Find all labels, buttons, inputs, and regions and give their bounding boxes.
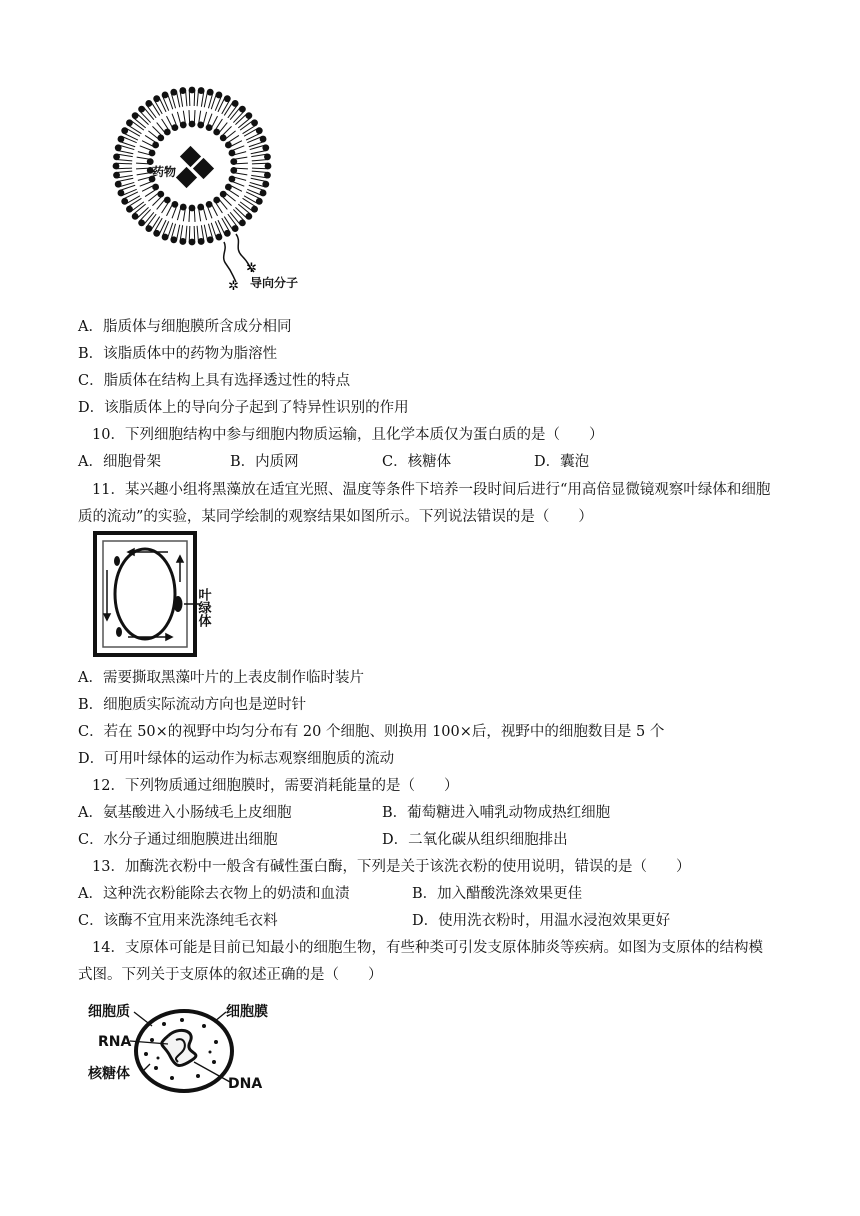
targeting-label: 导向分子	[250, 276, 299, 290]
phospholipid-tail	[140, 181, 153, 186]
ribosome-label: 核糖体	[88, 1066, 130, 1082]
phospholipid-tail	[252, 160, 268, 161]
phospholipid-tail	[231, 181, 244, 186]
targeting-molecule-icon: ✲	[246, 261, 257, 276]
q9-option-a: A．脂质体与细胞膜所含成分相同	[78, 319, 292, 335]
phospholipid-head	[132, 213, 139, 220]
phospholipid-tail	[194, 90, 195, 106]
phospholipid-tail	[177, 112, 181, 126]
phospholipid-head	[153, 230, 160, 237]
phospholipid-head	[157, 134, 164, 141]
q11-option-c: C．若在 50×的视野中均匀分布有 20 个细胞、则换用 100×后，视野中的细胞数目是 5 个	[78, 724, 665, 740]
phospholipid-head	[239, 106, 246, 113]
phospholipid-head	[138, 219, 145, 226]
q13-stem: 13．加酶洗衣粉中一般含有碱性蛋白酶，下列是关于该洗衣粉的使用说明，错误的是（ ）	[92, 859, 691, 875]
phospholipid-head	[256, 127, 263, 134]
phospholipid-tail	[189, 208, 190, 222]
phospholipid-tail	[176, 92, 179, 108]
q10-option-a: A．细胞骨架	[78, 454, 161, 470]
phospholipid-tail	[215, 201, 223, 213]
phospholipid-tail	[251, 178, 267, 181]
phospholipid-head	[232, 100, 239, 107]
phospholipid-head	[121, 198, 128, 205]
phospholipid-tail	[252, 163, 268, 164]
phospholipid-tail	[189, 226, 190, 242]
phospholipid-head	[251, 206, 258, 213]
rna-label: RNA	[98, 1034, 132, 1050]
q12-stem: 12．下列物质通过细胞膜时，需要消耗能量的是（ ）	[92, 778, 459, 794]
phospholipid-head	[121, 127, 128, 134]
phospholipid-head	[145, 100, 152, 107]
q13-option-c: C．该酶不宜用来洗涤纯毛衣料	[78, 913, 278, 929]
q9-option-c: C．脂质体在结构上具有选择透过性的特点	[78, 373, 351, 389]
phospholipid-tail	[118, 150, 134, 153]
q11-option-b: B．细胞质实际流动方向也是逆时针	[78, 697, 307, 713]
q10-option-b: B．内质网	[230, 454, 299, 470]
chloroplast-label: 叶绿体	[195, 588, 211, 627]
phospholipid-tail	[194, 208, 195, 222]
phospholipid-tail	[194, 226, 195, 242]
phospholipid-tail	[189, 110, 190, 124]
drug-diamonds	[176, 146, 214, 188]
phospholipid-tail	[140, 146, 153, 151]
phospholipid-tail	[204, 92, 207, 108]
q10-option-c: C．核糖体	[382, 454, 452, 470]
phospholipid-head	[126, 119, 133, 126]
phospholipid-tail	[116, 171, 132, 172]
phospholipid-head	[138, 106, 145, 113]
phospholipid-tail	[233, 173, 247, 175]
q11-option-a: A．需要撕取黑藻叶片的上表皮制作临时装片	[78, 670, 364, 686]
dna-coil	[162, 1030, 196, 1065]
phospholipid-tail	[203, 112, 207, 126]
phospholipid-tail	[251, 150, 267, 153]
q9-option-d: D．该脂质体上的导向分子起到了特异性识别的作用	[78, 400, 409, 416]
phospholipid-head	[145, 225, 152, 232]
phospholipid-head	[220, 191, 227, 198]
q14-stem-line1: 14．支原体可能是目前已知最小的细胞生物，有些种类可引发支原体肺炎等疾病。如图为支原体的结构模	[92, 940, 763, 956]
phospholipid-tail	[186, 226, 187, 242]
phospholipid-tail	[203, 207, 207, 221]
membrane-label: 细胞膜	[226, 1004, 268, 1020]
dna-label: DNA	[228, 1076, 263, 1092]
phospholipid-tail	[194, 110, 195, 124]
phospholipid-tail	[162, 119, 170, 131]
phospholipid-tail	[136, 168, 150, 169]
phospholipid-tail	[233, 157, 247, 159]
phospholipid-tail	[186, 90, 187, 106]
cytoplasm-label: 细胞质	[88, 1004, 130, 1020]
phospholipid-tail	[215, 119, 223, 131]
phospholipid-tail	[136, 163, 150, 164]
q9-option-b: B．该脂质体中的药物为脂溶性	[78, 346, 278, 362]
phospholipid-head	[153, 95, 160, 102]
phospholipid-tail	[176, 225, 179, 241]
q12-option-a: A．氨基酸进入小肠绒毛上皮细胞	[78, 805, 292, 821]
phospholipid-tail	[252, 171, 268, 172]
drug-label: 药物	[152, 165, 177, 179]
lipid-bilayer	[113, 87, 272, 246]
phospholipid-tail	[204, 225, 207, 241]
phospholipid-tail	[211, 203, 217, 215]
phospholipid-tail	[116, 160, 132, 161]
q12-option-c: C．水分子通过细胞膜进出细胞	[78, 832, 278, 848]
q13-option-b: B．加入醋酸洗涤效果更佳	[412, 886, 583, 902]
phospholipid-head	[251, 119, 258, 126]
phospholipid-head	[224, 230, 231, 237]
phospholipid-tail	[166, 116, 172, 128]
phospholipid-tail	[189, 90, 190, 106]
phospholipid-tail	[177, 207, 181, 221]
phospholipid-head	[157, 191, 164, 198]
q13-option-a: A．这种洗衣粉能除去衣物上的奶渍和血渍	[78, 886, 350, 902]
phospholipid-tail	[137, 157, 151, 159]
phospholipid-tail	[118, 178, 134, 181]
mycoplasma-figure	[86, 996, 296, 1100]
phospholipid-head	[239, 219, 246, 226]
q10-stem: 10．下列细胞结构中参与细胞内物质运输，且化学本质仅为蛋白质的是（ ）	[92, 427, 604, 443]
cell-flow-figure	[90, 530, 230, 658]
liposome-figure	[86, 84, 316, 296]
phospholipid-tail	[197, 226, 198, 242]
phospholipid-head	[256, 198, 263, 205]
phospholipid-head	[224, 95, 231, 102]
phospholipid-head	[232, 225, 239, 232]
phospholipid-head	[245, 112, 252, 119]
phospholipid-head	[132, 112, 139, 119]
q13-option-d: D．使用洗衣粉时，用温水浸泡效果更好	[412, 913, 671, 929]
phospholipid-tail	[234, 168, 248, 169]
targeting-molecule-icon: ✲	[228, 279, 239, 294]
q12-option-d: D．二氧化碳从组织细胞排出	[382, 832, 568, 848]
phospholipid-tail	[116, 168, 132, 169]
q12-option-b: B．葡萄糖进入哺乳动物成热红细胞	[382, 805, 611, 821]
phospholipid-tail	[166, 203, 172, 215]
q11-option-d: D．可用叶绿体的运动作为标志观察细胞质的流动	[78, 751, 395, 767]
q11-stem-line2: 质的流动”的实验，某同学绘制的观察结果如图所示。下列说法错误的是（ ）	[78, 509, 593, 525]
q14-stem-line2: 式图。下列关于支原体的叙述正确的是（ ）	[78, 967, 383, 983]
phospholipid-tail	[252, 168, 268, 169]
phospholipid-head	[245, 213, 252, 220]
phospholipid-tail	[116, 163, 132, 164]
phospholipid-tail	[137, 173, 151, 175]
phospholipid-tail	[231, 146, 244, 151]
phospholipid-tail	[234, 163, 248, 164]
phospholipid-tail	[211, 116, 217, 128]
phospholipid-head	[126, 206, 133, 213]
phospholipid-tail	[197, 90, 198, 106]
targeting-chain-1	[224, 242, 236, 282]
q11-stem-line1: 11．某兴趣小组将黑藻放在适宜光照、温度等条件下培养一段时间后进行“用高倍显微镜观察叶绿体和细胞	[92, 482, 771, 498]
phospholipid-head	[220, 134, 227, 141]
q10-option-d: D．囊泡	[534, 454, 590, 470]
phospholipid-tail	[162, 201, 170, 213]
